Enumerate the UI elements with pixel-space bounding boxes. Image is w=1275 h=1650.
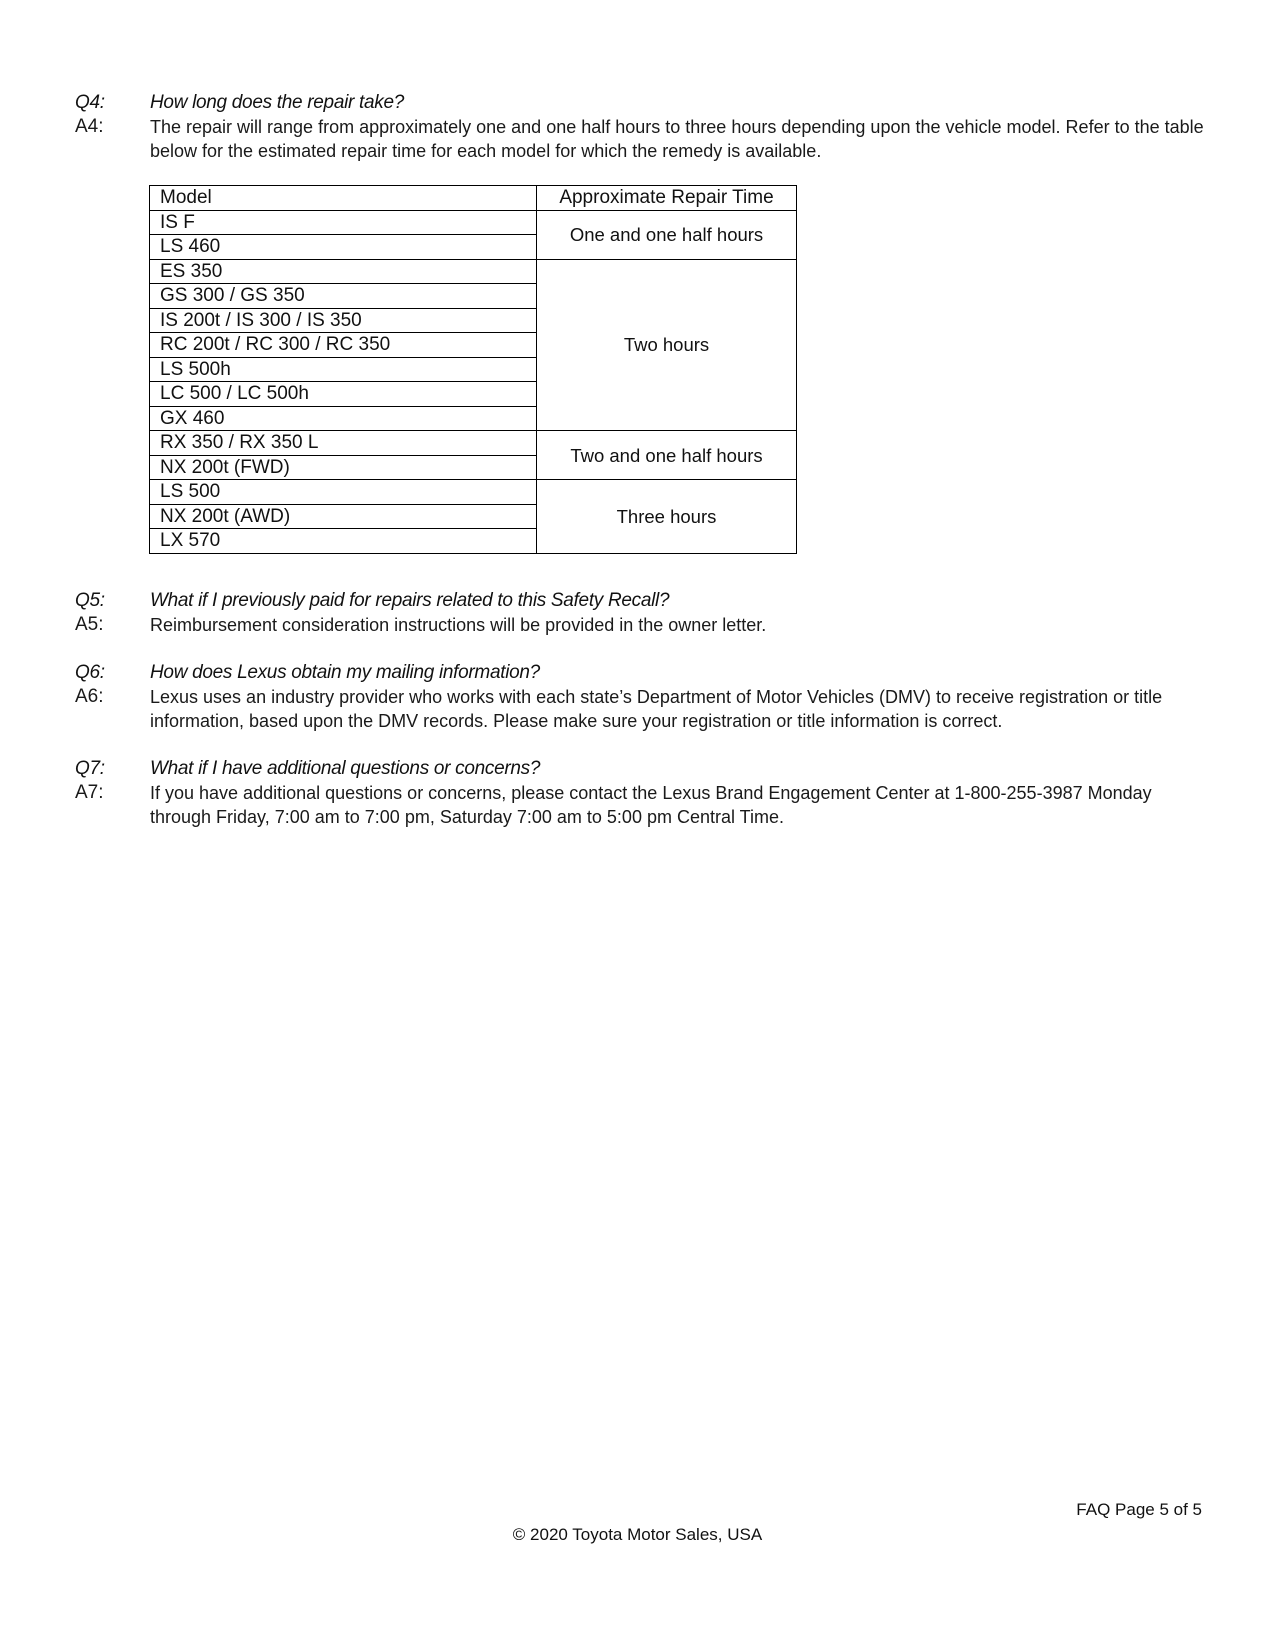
- question-text: What if I have additional questions or concerns?: [150, 758, 541, 779]
- table-body: [150, 210, 797, 553]
- qa-block-q6: [75, 661, 1205, 733]
- answer-label: A6:: [75, 686, 104, 707]
- model-cell: IS F: [150, 210, 537, 235]
- answer-text: Lexus uses an industry provider who works with each state’s Department of Motor Vehicles (DMV) to receive registration or title information, based upon the DMV records. Please make sure your registration or title information is correct.: [150, 687, 1163, 731]
- model-cell: ES 350: [150, 259, 537, 284]
- answer-text: Reimbursement consideration instructions will be provided in the owner letter.: [150, 615, 767, 635]
- answer-a5: [75, 613, 1205, 637]
- question-text: How long does the repair take?: [150, 92, 404, 113]
- qa-block-q5: [75, 589, 1205, 637]
- question-text: What if I previously paid for repairs related to this Safety Recall?: [150, 590, 670, 611]
- model-cell: LC 500 / LC 500h: [150, 382, 537, 407]
- qa-block-q7: [75, 757, 1205, 829]
- model-cell: LS 500: [150, 480, 537, 505]
- model-cell: LX 570: [150, 529, 537, 554]
- answer-a6: [75, 685, 1205, 733]
- answer-a7: [75, 781, 1205, 829]
- qa-block-q4: [75, 91, 1205, 163]
- answer-label: A5:: [75, 614, 104, 635]
- repair-time-cell: Two hours: [537, 259, 797, 431]
- footer-copyright: © 2020 Toyota Motor Sales, USA: [512, 1525, 763, 1544]
- answer-text: If you have additional questions or concerns, please contact the Lexus Brand Engagement Center at 1-800-255-3987 Monday through Friday, 7:00 am to 7:00 pm, Saturday 7:00 am to 5:00 pm Central Time.: [150, 783, 1152, 827]
- model-cell: LS 460: [150, 235, 537, 260]
- question-q4: [75, 91, 1205, 115]
- question-text: How does Lexus obtain my mailing information?: [150, 662, 540, 683]
- model-cell: RC 200t / RC 300 / RC 350: [150, 333, 537, 358]
- table-row: [150, 431, 797, 456]
- answer-a4: [75, 115, 1205, 163]
- model-cell: LS 500h: [150, 357, 537, 382]
- question-q5: [75, 589, 1205, 613]
- question-q7: [75, 757, 1205, 781]
- model-cell: NX 200t (AWD): [150, 504, 537, 529]
- table-header-row: [150, 186, 797, 211]
- repair-time-cell: Two and one half hours: [537, 431, 797, 480]
- answer-label: A4:: [75, 116, 104, 137]
- model-cell: IS 200t / IS 300 / IS 350: [150, 308, 537, 333]
- question-q6: [75, 661, 1205, 685]
- question-label: Q5:: [75, 590, 105, 611]
- table-row: [150, 480, 797, 505]
- question-label: Q6:: [75, 662, 105, 683]
- repair-time-cell: Three hours: [537, 480, 797, 554]
- question-label: Q7:: [75, 758, 105, 779]
- model-cell: GS 300 / GS 350: [150, 284, 537, 309]
- table-row: [150, 210, 797, 235]
- model-cell: RX 350 / RX 350 L: [150, 431, 537, 456]
- answer-label: A7:: [75, 782, 104, 803]
- repair-time-cell: One and one half hours: [537, 210, 797, 259]
- header-repair-time: Approximate Repair Time: [537, 186, 797, 211]
- model-cell: NX 200t (FWD): [150, 455, 537, 480]
- header-model: Model: [150, 186, 537, 211]
- footer-page-number: FAQ Page 5 of 5: [1076, 1500, 1202, 1519]
- table-row: [150, 259, 797, 284]
- answer-text: The repair will range from approximately one and one half hours to three hours depending upon the vehicle model. Refer to the table below for the estimated repair time for each model for which the remedy is available.: [150, 117, 1204, 161]
- model-cell: GX 460: [150, 406, 537, 431]
- question-label: Q4:: [75, 92, 105, 113]
- repair-time-table: [149, 185, 797, 554]
